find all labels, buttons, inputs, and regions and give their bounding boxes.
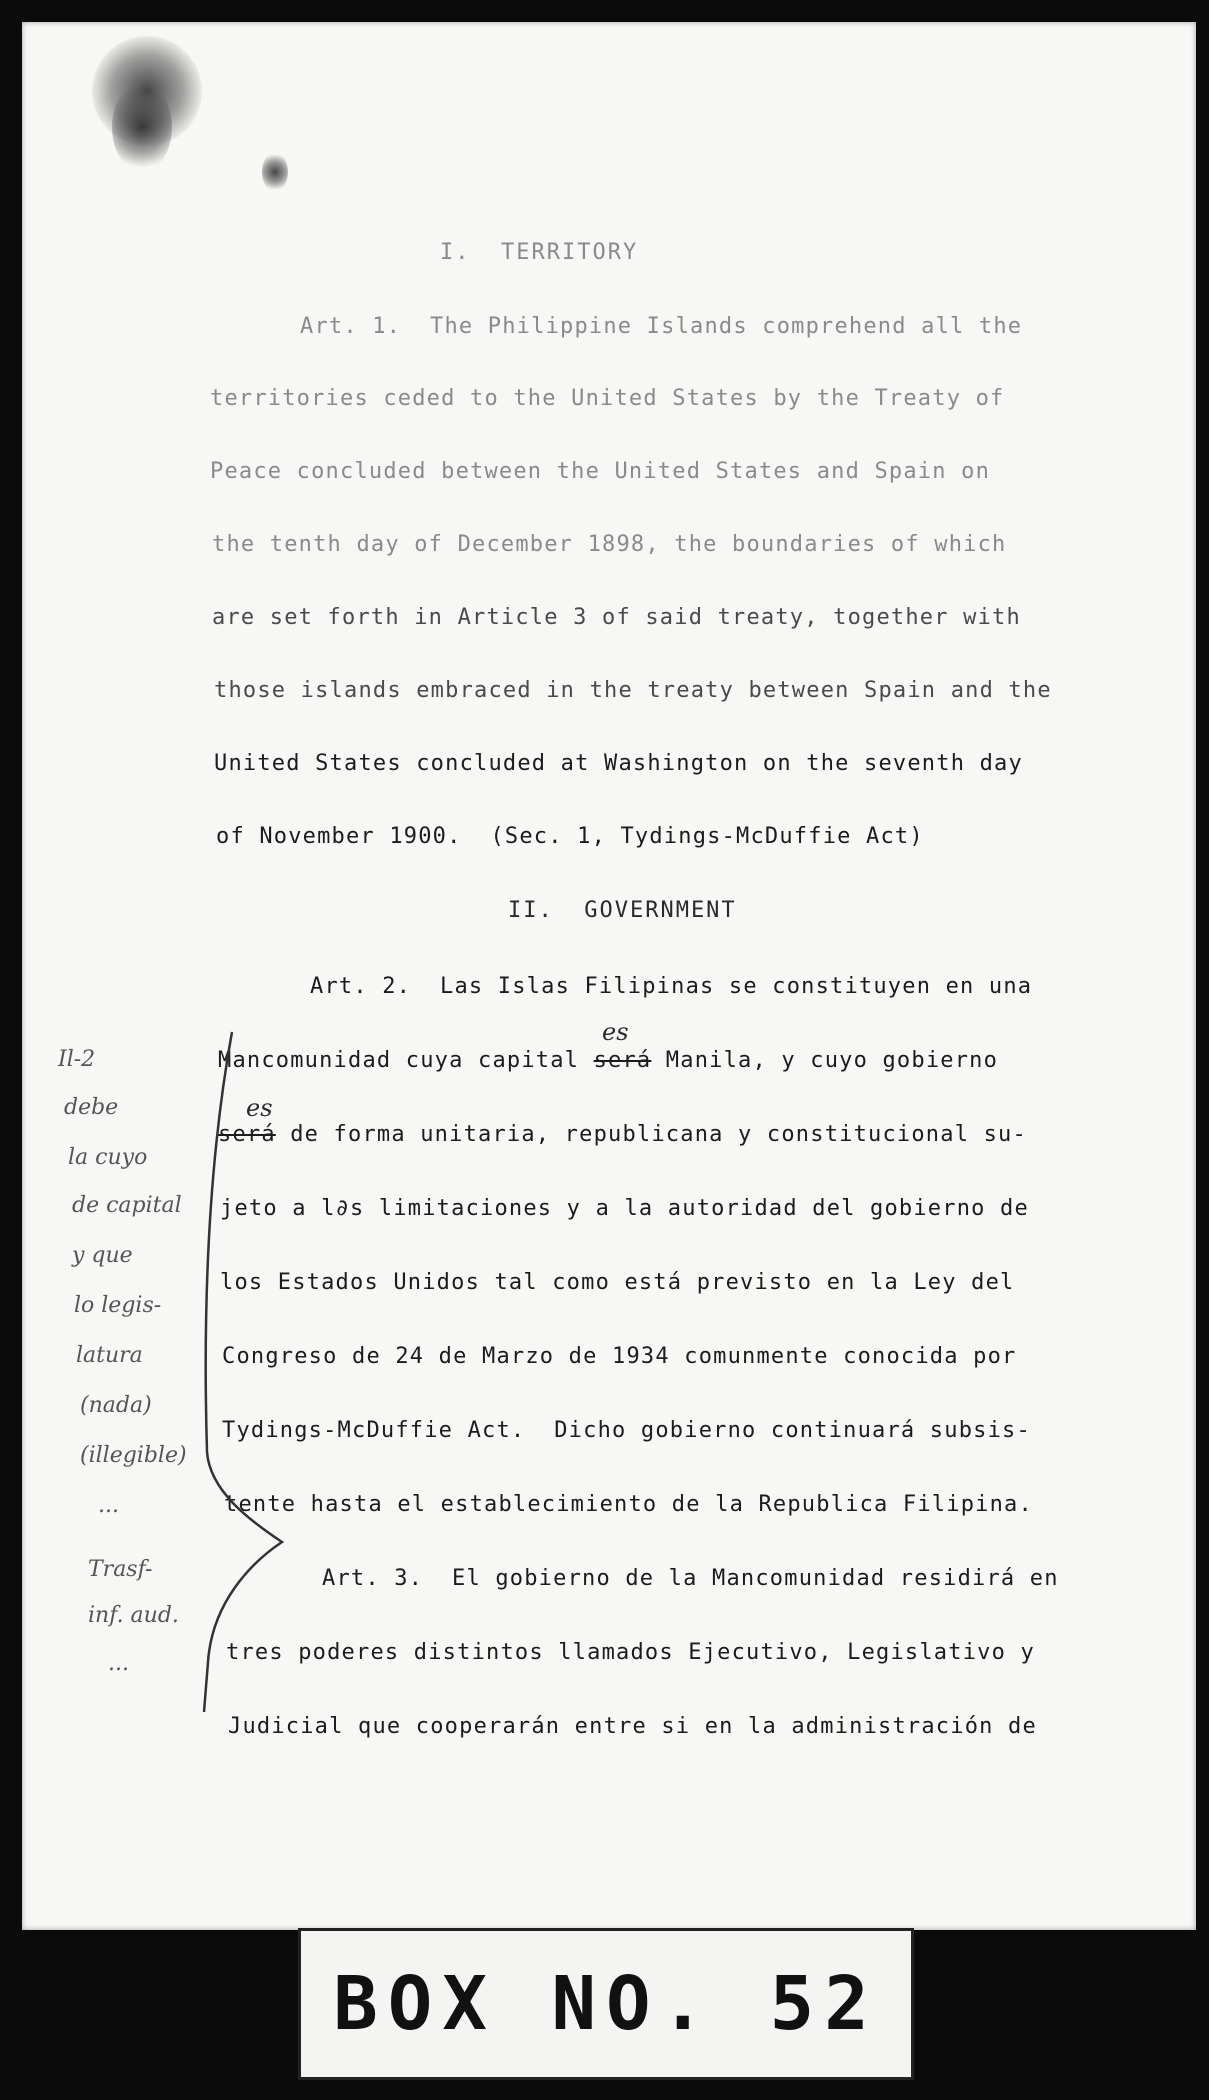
section-heading-government: II. GOVERNMENT	[508, 898, 737, 923]
art1-line: territories ceded to the United States by the Treaty of	[210, 386, 1005, 411]
ink-stain	[262, 152, 288, 192]
art1-line: Art. 1. The Philippine Islands comprehend all the	[300, 314, 1023, 339]
margin-note: Trasf-	[88, 1557, 153, 1582]
margin-note: inf. aud.	[88, 1603, 179, 1628]
section-heading-territory: I. TERRITORY	[440, 240, 639, 265]
art3-line: Judicial que cooperarán entre si en la administración de	[228, 1714, 1037, 1739]
art1-line: are set forth in Article 3 of said treaty, together with	[212, 605, 1021, 630]
margin-note: debe	[64, 1095, 119, 1120]
struck-word: será	[218, 1122, 276, 1147]
margin-note: lo legis-	[74, 1293, 162, 1318]
handwritten-insertion: es	[602, 1018, 629, 1046]
margin-note: (illegible)	[80, 1443, 187, 1468]
margin-note: ...	[108, 1651, 129, 1676]
margin-note: latura	[76, 1343, 143, 1368]
art1-line: of November 1900. (Sec. 1, Tydings-McDuffie Act)	[216, 824, 924, 849]
art1-line: United States concluded at Washington on the seventh day	[214, 751, 1023, 776]
art2-line: Art. 2. Las Islas Filipinas se constituyen en una	[310, 974, 1033, 999]
art1-line: those islands embraced in the treaty between Spain and the	[214, 678, 1052, 703]
document-page	[22, 22, 1196, 1930]
art1-line: the tenth day of December 1898, the boundaries of which	[212, 532, 1007, 557]
box-number-label	[298, 1928, 914, 2080]
art2-line2-text: Mancomunidad cuya capital	[218, 1048, 594, 1073]
art1-line: Peace concluded between the United States and Spain on	[210, 459, 991, 484]
art2-line: tente hasta el establecimiento de la Republica Filipina.	[224, 1492, 1033, 1517]
margin-note: de capital	[72, 1193, 182, 1218]
art2-line2-text: Manila, y cuyo gobierno	[651, 1048, 999, 1073]
art3-line: tres poderes distintos llamados Ejecutivo, Legislativo y	[226, 1640, 1035, 1665]
margin-note: ...	[98, 1493, 119, 1518]
margin-bracket	[172, 1022, 292, 1712]
art2-line: los Estados Unidos tal como está previsto en la Ley del	[220, 1270, 1015, 1295]
ink-stain	[112, 82, 172, 172]
art2-line: jeto a l∂s limitaciones y a la autoridad del gobierno de	[220, 1196, 1029, 1221]
art2-line-3	[218, 1122, 1027, 1147]
margin-note: (nada)	[80, 1393, 152, 1418]
box-number-text: BOX NO. 52	[333, 1961, 879, 2047]
bracket-stroke	[204, 1032, 282, 1712]
art2-line-2	[218, 1048, 998, 1073]
art2-line: Tydings-McDuffie Act. Dicho gobierno continuará subsis-	[222, 1418, 1031, 1443]
art2-line: Congreso de 24 de Marzo de 1934 comunmente conocida por	[222, 1344, 1017, 1369]
margin-note: la cuyo	[68, 1145, 148, 1170]
margin-note: Il-2	[58, 1047, 96, 1072]
struck-word: será	[593, 1048, 652, 1073]
handwritten-insertion: es	[246, 1094, 273, 1122]
art2-line3-text: de forma unitaria, republicana y constitucional su-	[275, 1122, 1027, 1147]
margin-note: y que	[72, 1243, 133, 1268]
art3-line: Art. 3. El gobierno de la Mancomunidad residirá en	[322, 1566, 1059, 1591]
